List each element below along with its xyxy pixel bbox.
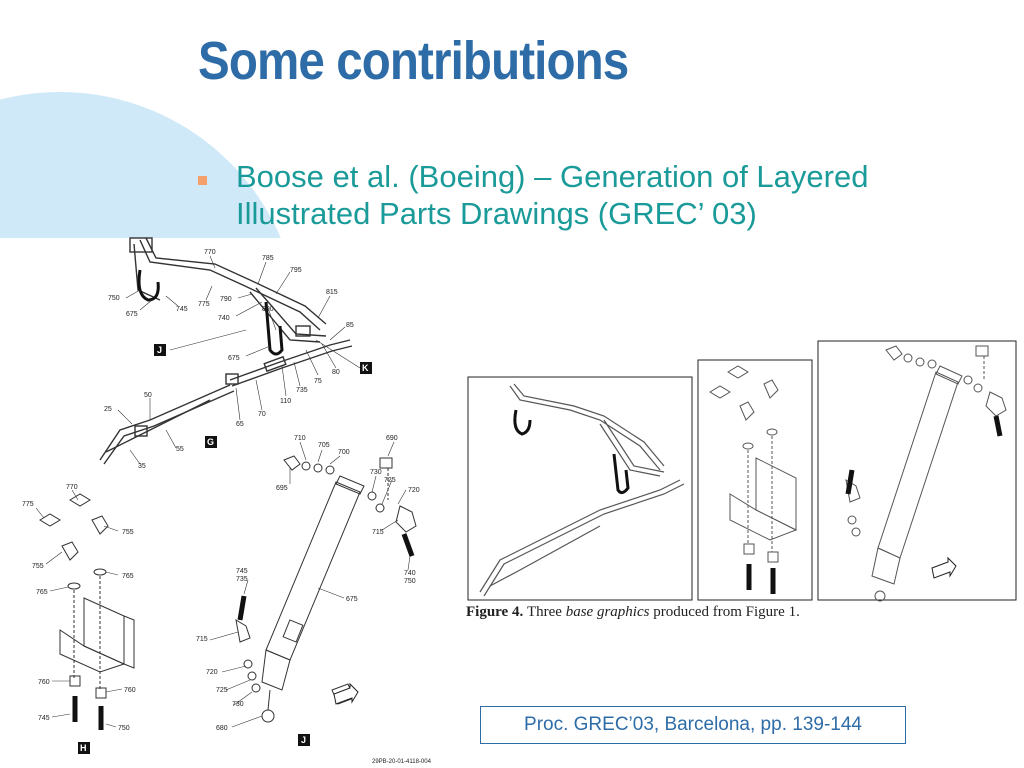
svg-text:760: 760 [124, 687, 136, 694]
svg-text:85: 85 [346, 322, 354, 329]
svg-text:735: 735 [236, 576, 248, 583]
drawing-number: 29PB-20-01-4118-004 [372, 759, 431, 765]
svg-text:790: 790 [220, 296, 232, 303]
svg-text:K: K [362, 363, 369, 373]
svg-text:745: 745 [38, 715, 50, 722]
slide-title: Some contributions [198, 31, 629, 91]
svg-text:675: 675 [346, 596, 358, 603]
svg-text:765: 765 [36, 589, 48, 596]
svg-text:710: 710 [294, 435, 306, 442]
svg-text:785: 785 [262, 255, 274, 262]
svg-text:55: 55 [176, 446, 184, 453]
zone-label-k [360, 362, 372, 374]
svg-text:730: 730 [232, 701, 244, 708]
citation-box: Proc. GREC’03, Barcelona, pp. 139-144 [480, 706, 906, 744]
svg-text:725: 725 [384, 477, 396, 484]
zone-label-j-bottom [298, 734, 310, 746]
svg-text:815: 815 [326, 289, 338, 296]
svg-text:705: 705 [318, 442, 330, 449]
svg-text:J: J [301, 735, 307, 745]
svg-text:720: 720 [408, 487, 420, 494]
svg-text:H: H [80, 743, 87, 753]
figure-caption-post: produced from Figure 1. [649, 604, 800, 620]
svg-text:755: 755 [122, 529, 134, 536]
svg-text:775: 775 [22, 501, 34, 508]
zone-label-j-top [154, 344, 166, 356]
svg-text:50: 50 [144, 392, 152, 399]
figure-caption [466, 604, 800, 621]
svg-text:680: 680 [216, 725, 228, 732]
svg-text:70: 70 [258, 411, 266, 418]
svg-text:700: 700 [338, 449, 350, 456]
svg-text:745: 745 [176, 306, 188, 313]
figure-caption-italic: base graphics [565, 604, 650, 620]
svg-text:715: 715 [372, 529, 384, 536]
svg-text:110: 110 [280, 398, 292, 405]
svg-text:25: 25 [104, 406, 112, 413]
svg-text:690: 690 [386, 435, 398, 442]
svg-text:750: 750 [404, 578, 416, 585]
svg-text:760: 760 [38, 679, 50, 686]
svg-text:765: 765 [122, 573, 134, 580]
svg-text:755: 755 [32, 563, 44, 570]
svg-text:715: 715 [196, 636, 208, 643]
svg-text:740: 740 [218, 315, 230, 322]
svg-text:800: 800 [262, 306, 274, 313]
figure-caption-label: Figure 4. [466, 604, 524, 620]
zone-label-h [78, 742, 90, 754]
base-graphic-panel-3 [818, 341, 1016, 601]
svg-text:730: 730 [370, 469, 382, 476]
svg-text:750: 750 [118, 725, 130, 732]
svg-text:720: 720 [206, 669, 218, 676]
bullet-text: Boose et al. (Boeing) – Generation of Layered Illustrated Parts Drawings (GREC’ 03) [236, 159, 869, 231]
svg-text:795: 795 [290, 267, 302, 274]
svg-text:770: 770 [66, 484, 78, 491]
svg-text:750: 750 [108, 295, 120, 302]
svg-text:735: 735 [296, 387, 308, 394]
svg-text:725: 725 [216, 687, 228, 694]
svg-text:J: J [157, 345, 163, 355]
svg-text:770: 770 [204, 249, 216, 256]
svg-text:80: 80 [332, 369, 340, 376]
svg-text:745: 745 [236, 568, 248, 575]
svg-text:695: 695 [276, 485, 288, 492]
svg-text:G: G [207, 437, 215, 447]
svg-text:35: 35 [138, 463, 146, 470]
svg-text:65: 65 [236, 421, 244, 428]
figure-caption-pre: Three [526, 604, 566, 620]
base-graphic-panel-1 [468, 377, 692, 600]
svg-text:75: 75 [314, 378, 322, 385]
svg-text:675: 675 [126, 311, 138, 318]
svg-text:675: 675 [228, 355, 240, 362]
svg-text:740: 740 [404, 570, 416, 577]
base-graphic-panel-2 [698, 360, 812, 600]
zone-label-g [205, 436, 217, 448]
svg-text:775: 775 [198, 301, 210, 308]
